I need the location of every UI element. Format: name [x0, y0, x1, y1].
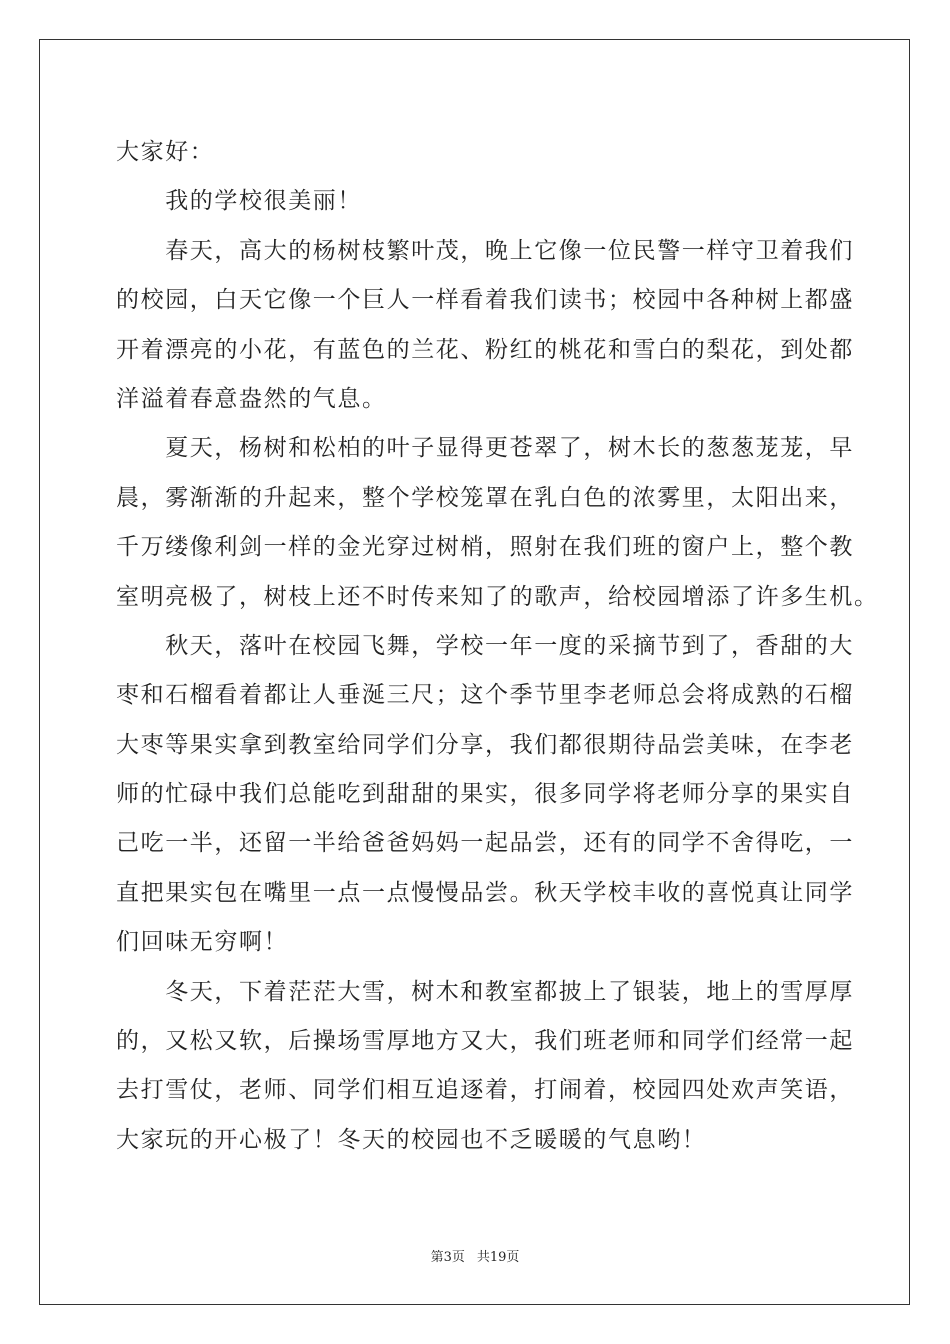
text-line: 的，又松又软，后操场雪厚地方又大，我们班老师和同学们经常一起: [116, 1028, 854, 1055]
page-number: 第3页: [430, 1250, 465, 1265]
text-line: 师的忙碌中我们总能吃到甜甜的果实，很多同学将老师分享的果实自: [116, 781, 854, 808]
text-line: 大家玩的开心极了！冬天的校园也不乏暖暖的气息哟！: [116, 1126, 707, 1153]
text-line: 大枣等果实拿到教室给同学们分享，我们都很期待品尝美味，在李老: [116, 731, 854, 758]
text-line: 夏天，杨树和松柏的叶子显得更苍翠了，树木长的葱葱茏茏，早: [116, 435, 854, 462]
text-line: 秋天，落叶在校园飞舞，学校一年一度的采摘节到了，香甜的大: [116, 632, 854, 659]
text-line: 千万缕像利剑一样的金光穿过树梢，照射在我们班的窗户上，整个教: [116, 534, 854, 561]
text-line: 去打雪仗，老师、同学们相互追逐着，打闹着，校园四处欢声笑语，: [116, 1077, 854, 1104]
text-line: 开着漂亮的小花，有蓝色的兰花、粉红的桃花和雪白的梨花，到处都: [116, 336, 854, 363]
total-pages: 共19页: [476, 1250, 520, 1265]
greeting-line: 大家好：: [116, 139, 215, 165]
text-line: 的校园，白天它像一个巨人一样看着我们读书；校园中各种树上都盛: [116, 287, 854, 314]
text-line: 洋溢着春意盎然的气息。: [116, 385, 387, 412]
page-footer: [0, 1246, 950, 1265]
text-line: 直把果实包在嘴里一点一点慢慢品尝。秋天学校丰收的喜悦真让同学: [116, 879, 854, 906]
text-line: 室明亮极了，树枝上还不时传来知了的歌声，给校园增添了许多生机。: [116, 583, 879, 610]
text-line: 春天，高大的杨树枝繁叶茂，晚上它像一位民警一样守卫着我们: [116, 237, 854, 264]
text-line: 们回味无穷啊！: [116, 929, 289, 956]
text-line: 己吃一半，还留一半给爸爸妈妈一起品尝，还有的同学不舍得吃，一: [116, 830, 854, 857]
text-line: 我的学校很美丽！: [116, 188, 362, 215]
text-line: 晨，雾渐渐的升起来，整个学校笼罩在乳白色的浓雾里，太阳出来，: [116, 484, 854, 511]
document-body: [116, 128, 879, 1165]
text-line: 枣和石榴看着都让人垂涎三尺；这个季节里李老师总会将成熟的石榴: [116, 682, 854, 709]
text-line: 冬天，下着茫茫大雪，树木和教室都披上了银装，地上的雪厚厚: [116, 978, 854, 1005]
